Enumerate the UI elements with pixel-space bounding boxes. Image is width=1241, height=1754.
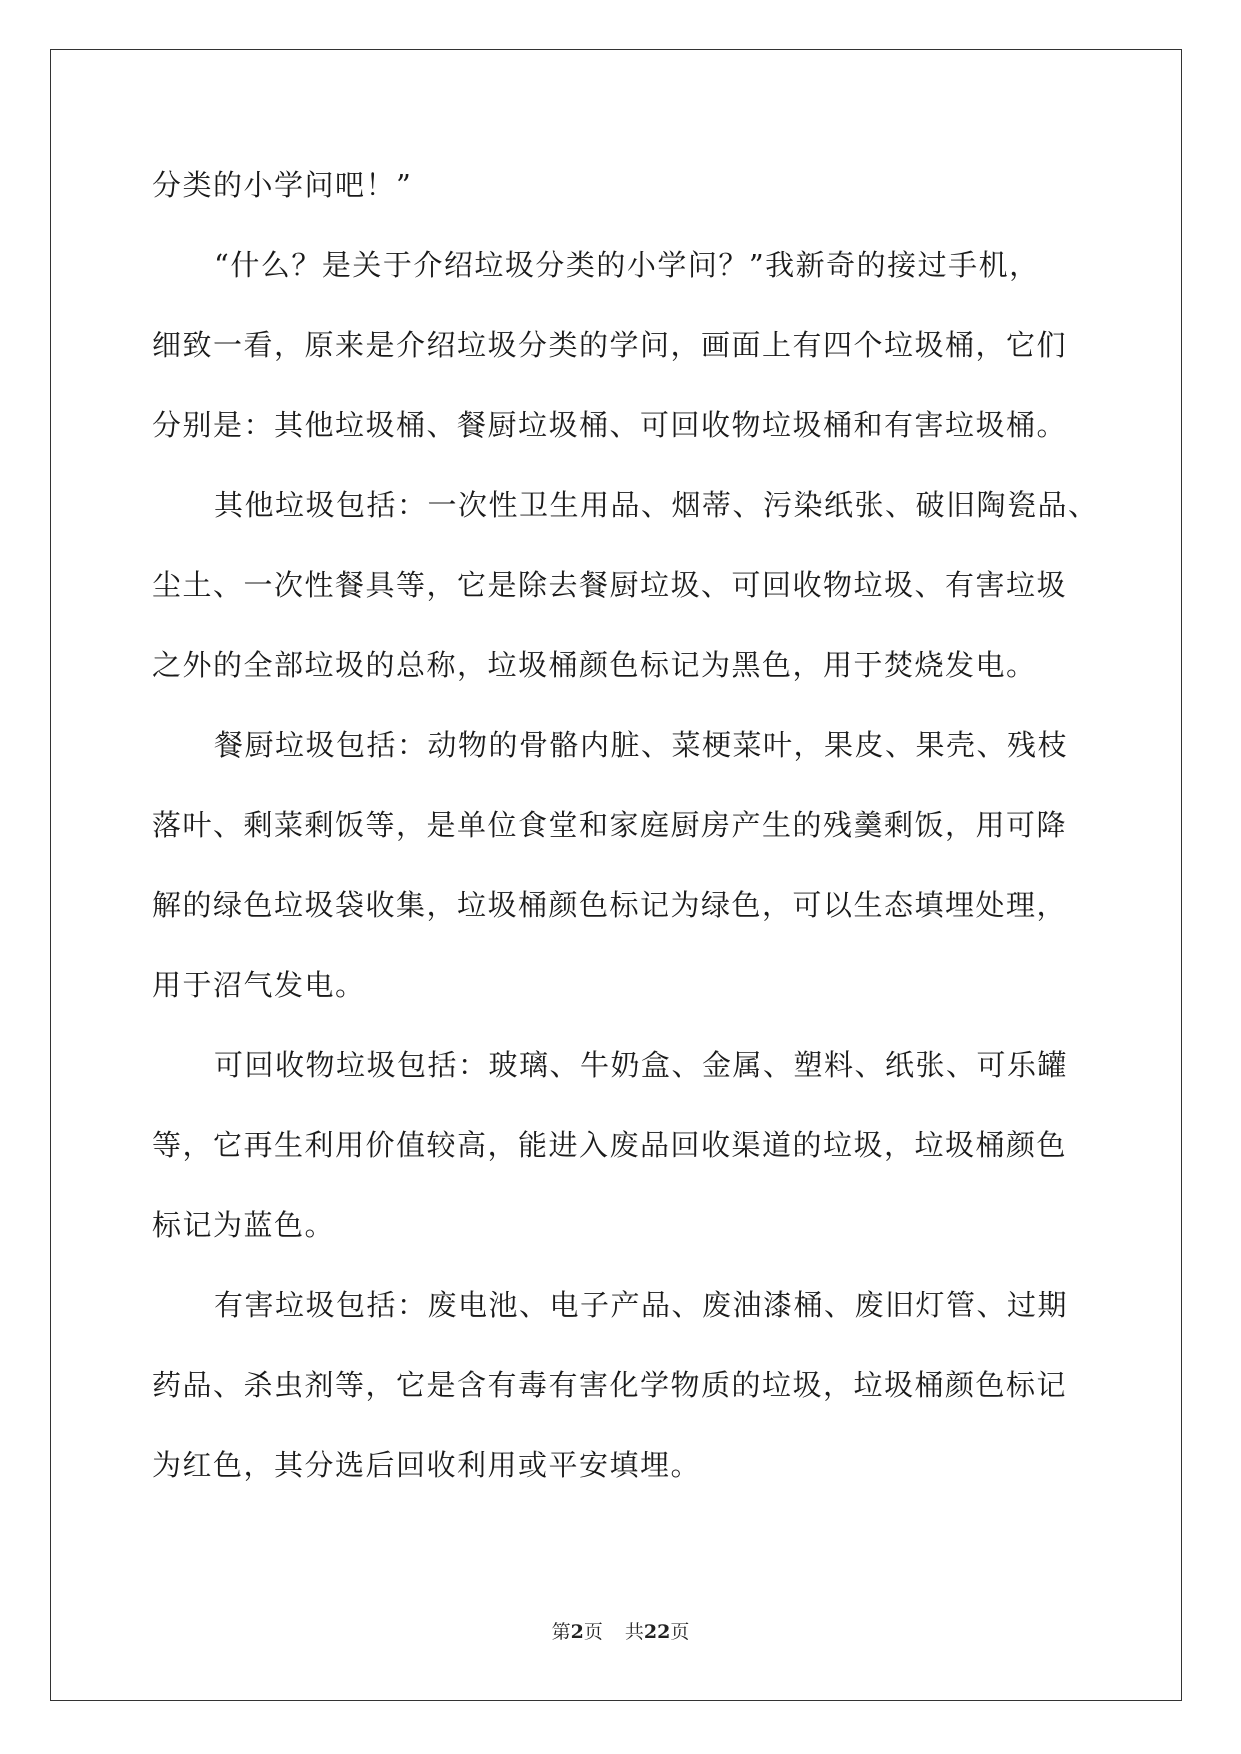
text-line-9: 落叶、剩菜剩饭等，是单位食堂和家庭厨房产生的残羹剩饭，用可降 [152,808,1068,842]
text-line-1: 分类的小学问吧！” [152,168,413,202]
text-line-13: 等，它再生利用价值较高，能进入废品回收渠道的垃圾，垃圾桶颜色 [152,1128,1068,1162]
total-pages: 22 [643,1621,671,1643]
total-prefix: 共 [624,1621,644,1643]
text-line-4: 分别是：其他垃圾桶、餐厨垃圾桶、可回收物垃圾桶和有害垃圾桶。 [152,408,1068,442]
text-line-3: 细致一看，原来是介绍垃圾分类的学问，画面上有四个垃圾桶，它们 [152,328,1068,362]
text-line-17: 为红色，其分选后回收利用或平安填埋。 [152,1448,702,1482]
text-line-14: 标记为蓝色。 [152,1208,336,1242]
total-suffix: 页 [670,1621,690,1643]
text-line-15: 有害垃圾包括：废电池、电子产品、废油漆桶、废旧灯管、过期 [214,1288,1069,1322]
text-line-8: 餐厨垃圾包括：动物的骨骼内脏、菜梗菜叶，果皮、果壳、残枝 [214,728,1069,762]
page-number: 2 [570,1621,584,1643]
document-body [152,165,1099,1525]
text-line-10: 解的绿色垃圾袋收集，垃圾桶颜色标记为绿色，可以生态填埋处理， [152,888,1068,922]
text-line-12: 可回收物垃圾包括：玻璃、牛奶盒、金属、塑料、纸张、可乐罐 [214,1048,1069,1082]
page-prefix: 第 [551,1621,571,1643]
text-line-11: 用于沼气发电。 [152,968,366,1002]
text-line-6: 尘土、一次性餐具等，它是除去餐厨垃圾、可回收物垃圾、有害垃圾 [152,568,1068,602]
page-footer [0,1617,1241,1644]
text-line-7: 之外的全部垃圾的总称，垃圾桶颜色标记为黑色，用于焚烧发电。 [152,648,1037,682]
text-line-2: “什么？是关于介绍垃圾分类的小学问？”我新奇的接过手机， [214,248,1040,282]
page-suffix: 页 [583,1621,603,1643]
text-line-16: 药品、杀虫剂等，它是含有毒有害化学物质的垃圾，垃圾桶颜色标记 [152,1368,1068,1402]
text-line-5: 其他垃圾包括：一次性卫生用品、烟蒂、污染纸张、破旧陶瓷品、 [214,488,1099,522]
